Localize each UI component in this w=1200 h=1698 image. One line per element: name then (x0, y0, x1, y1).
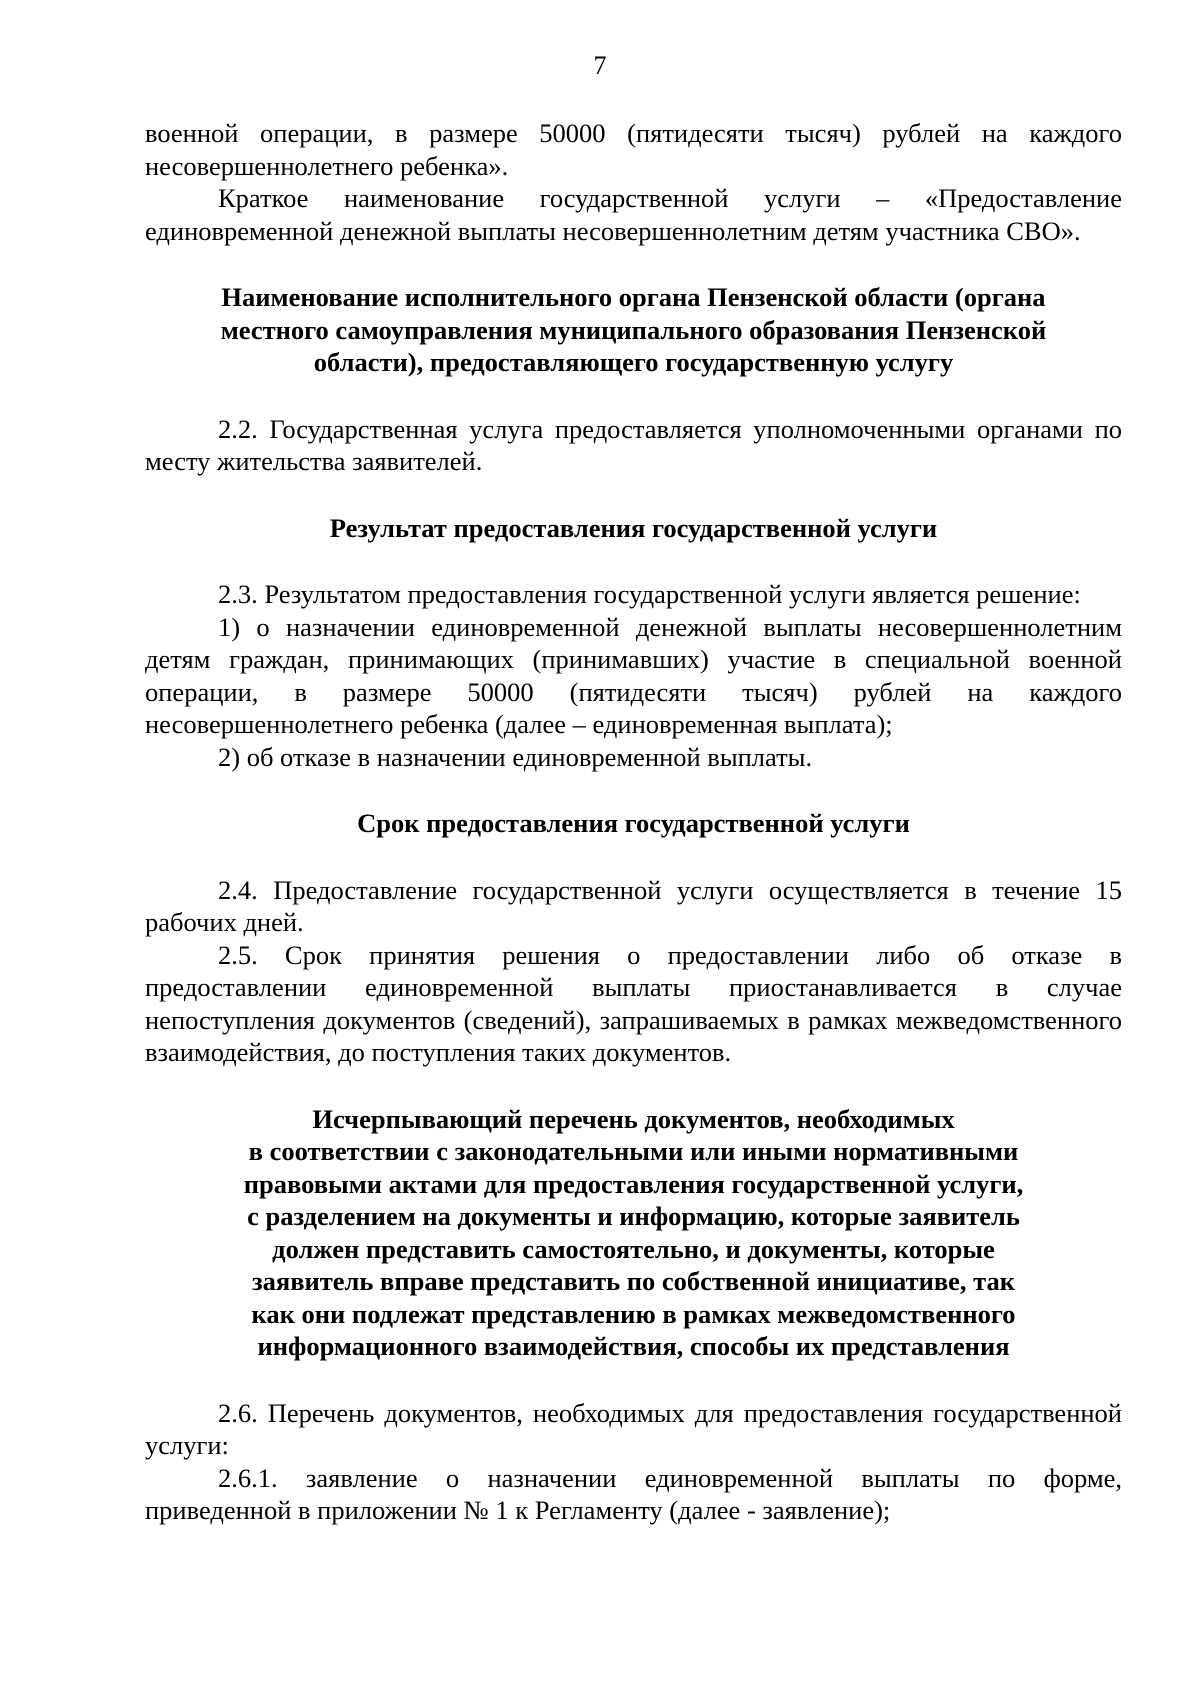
spacer (145, 773, 1122, 807)
paragraph-short-name: Краткое наименование государственной услуги – «Предоставление единовременной денежной выплаты несовершеннолетним детям участника СВО». (145, 183, 1122, 246)
spacer (145, 247, 1122, 281)
spacer (145, 1069, 1122, 1103)
heading-line: с разделением на документы и информацию, которые заявитель (247, 1201, 1020, 1231)
paragraph-2-4: 2.4. Предоставление государственной услуги осуществляется в течение 15 рабочих дней. (145, 874, 1122, 937)
paragraph-2-6-1: 2.6.1. заявление о назначении единовременной выплаты по форме, приведенной в приложении № 1 к Регламенту (далее - заявление); (145, 1462, 1122, 1525)
paragraph-intro: военной операции, в размере 50000 (пятидесяти тысяч) рублей на каждого несовершеннолетнего ребенка». (145, 118, 1122, 181)
heading-line: в соответствии с законодательными или иными нормативными (248, 1136, 1019, 1166)
heading-line: правовыми актами для предоставления государственной услуги, (243, 1168, 1024, 1199)
heading-line: как они подлежат представлению в рамках межведомственного (251, 1298, 1016, 1329)
paragraph-2-2: 2.2. Государственная услуга предоставляется уполномоченными органами по месту жительства заявителей. (145, 413, 1122, 476)
heading-line: местного самоуправления муниципального образования Пензенской (220, 314, 1047, 345)
heading-line: заявитель вправе представить по собственной инициативе, так (251, 1266, 1016, 1296)
heading-line: Наименование исполнительного органа Пензенской области (органа (221, 282, 1046, 312)
heading-executor (145, 281, 1122, 379)
spacer (145, 478, 1122, 512)
paragraph-2-6: 2.6. Перечень документов, необходимых для предоставления государственной услуги: (145, 1397, 1122, 1460)
spacer (145, 379, 1122, 413)
document-body (145, 117, 1122, 1527)
heading-line: области), предоставляющего государственную услугу (313, 347, 954, 377)
spacer (145, 1363, 1122, 1397)
spacer (145, 544, 1122, 578)
spacer (145, 840, 1122, 874)
paragraph-2-3: 2.3. Результатом предоставления государственной услуги является решение: (218, 579, 1081, 609)
heading-line: должен представить самостоятельно, и документы, которые (272, 1233, 995, 1264)
paragraph-2-3-item-2: 2) об отказе в назначении единовременной выплаты. (218, 741, 813, 772)
paragraph-2-5: 2.5. Срок принятия решения о предоставлении либо об отказе в предоставлении единовременной выплаты приостанавливается в случае непоступления документов (сведений), запрашиваемых в рамках межведомственного взаимодействия, до поступления таких документов. (145, 939, 1122, 1067)
heading-line: информационного взаимодействия, способы их представления (257, 1331, 1010, 1361)
heading-term: Срок предоставления государственной услуги (357, 808, 910, 838)
heading-documents (145, 1103, 1122, 1363)
page-number: 7 (593, 51, 607, 80)
heading-result: Результат предоставления государственной услуги (329, 512, 938, 543)
paragraph-2-3-item-1: 1) о назначении единовременной денежной выплаты несовершеннолетним детям граждан, принимающих (принимавших) участие в специальной военной операции, в размере 50000 (пятидесяти тысяч) рублей на каждого несовершеннолетнего ребенка (далее – единовременная выплата); (145, 611, 1122, 739)
heading-line: Исчерпывающий перечень документов, необходимых (312, 1103, 955, 1134)
